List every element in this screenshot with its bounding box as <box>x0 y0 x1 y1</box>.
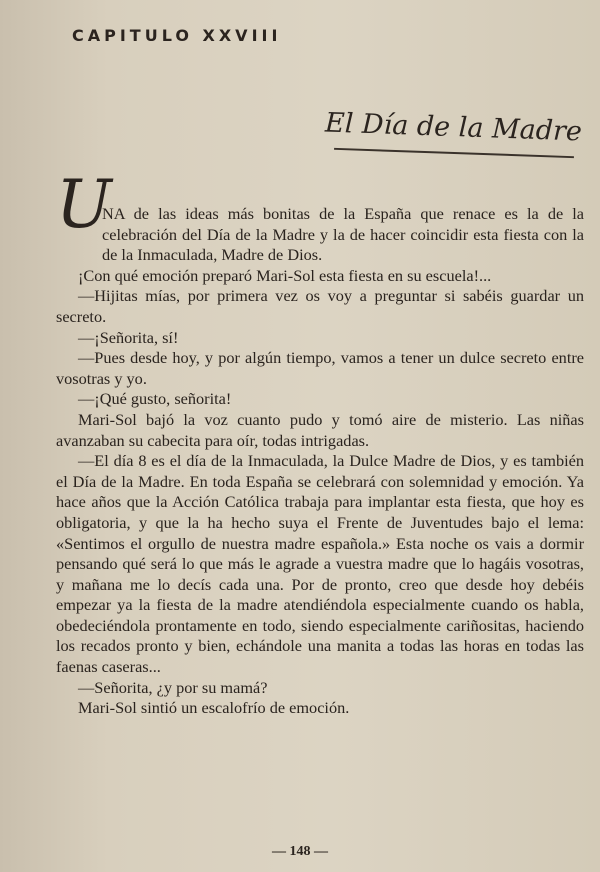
paragraph-2: ¡Con qué emoción preparó Mari-Sol esta fiesta en su escuela!... <box>78 265 492 285</box>
chapter-heading: CAPITULO XXVIII <box>72 26 282 45</box>
chapter-title-block <box>322 104 582 164</box>
paragraph-4: —¡Señorita, sí! <box>78 327 179 347</box>
body-text <box>56 204 584 719</box>
paragraph-10: Mari-Sol sintió un escalofrío de emoción. <box>78 698 350 718</box>
title-underline <box>334 148 574 158</box>
paragraph-5: —Pues desde hoy, y por algún tiempo, vamos a tener un dulce secreto entre vosotras y yo. <box>56 348 584 388</box>
paragraph-8: —El día 8 es el día de la Inmaculada, la Dulce Madre de Dios, y es también el Día de la Madre. En toda España se celebrará con solemnidad y emoción. Ya hace años que la Acción Católica trabaja para implantar esta fiesta, que hoy es obligatoria, y que la ha hecho suya el Frente de Juventudes bajo el lema: «Sentimos el orgullo de nuestra madre española.» Esta noche os vais a dormir pensando qué será lo que más le agrade a vuestra madre que lo hagáis vosotras, y mañana me lo decís cada una. Por de pronto, creo que desde hoy debéis empezar ya la fiesta de la madre atendiéndola especialmente cuando os habla, obedeciéndola prontamente en todo, siendo especialmente cariñositas, haciendo los recados pronto y bien, echándole una manita a todas las horas en todas las faenas caseras... <box>56 451 584 677</box>
paragraph-1: NA de las ideas más bonitas de la España que renace es la de la celebración del Día de la Madre y la de hacer coincidir esta fiesta con la de la Inmaculada, Madre de Dios. <box>102 204 584 265</box>
paragraph-7: Mari-Sol bajó la voz cuanto pudo y tomó aire de misterio. Las niñas avanzaban su cabecita para oír, todas intrigadas. <box>56 409 584 450</box>
paragraph-9: —Señorita, ¿y por su mamá? <box>78 677 268 697</box>
chapter-title: El Día de la Madre <box>324 107 583 148</box>
page-number: — 148 — <box>272 844 328 859</box>
drop-cap: U <box>56 166 112 243</box>
paragraph-3: —Hijitas mías, por primera vez os voy a preguntar si sabéis guardar un secreto. <box>56 286 584 326</box>
paragraph-6: —¡Qué gusto, señorita! <box>78 389 232 409</box>
